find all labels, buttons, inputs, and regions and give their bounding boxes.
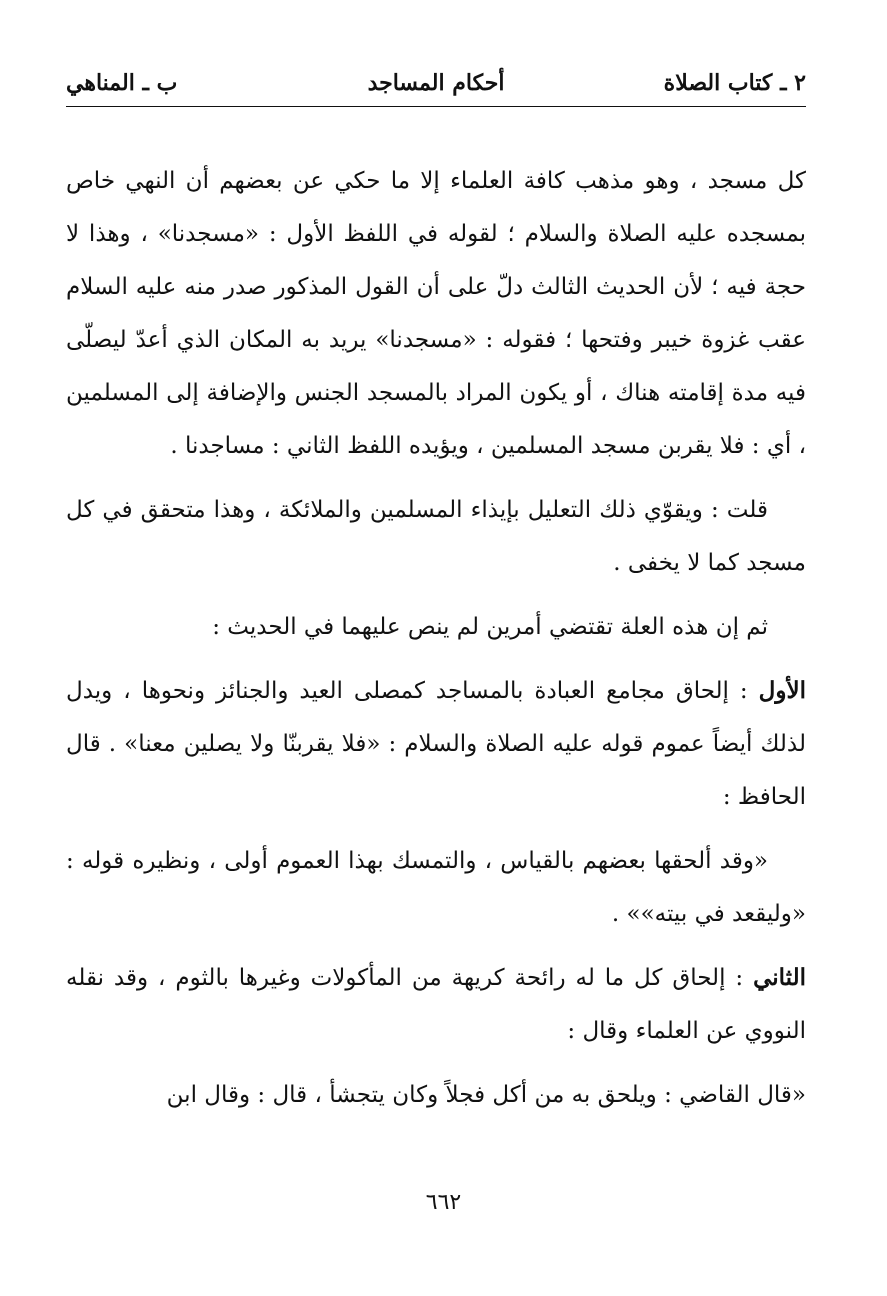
paragraph-text: ثم إن هذه العلة تقتضي أمرين لم ينص عليهما في الحديث : [212,614,768,640]
section-title: أحكام المساجد [367,70,505,96]
quote-paragraph [66,834,806,941]
paragraph [66,664,806,824]
body-text [66,154,806,1132]
paragraph-text: «قال القاضي : ويلحق به من أكل فجلاً وكان يتجشأ ، قال : وقال ابن [166,1082,806,1108]
header-rule [66,106,806,107]
paragraph-text: قلت : ويقوّي ذلك التعليل بإيذاء المسلمين والملائكة ، وهذا متحقق في كل مسجد كما لا يخفى . [66,497,806,576]
paragraph [66,483,806,590]
paragraph-text: : إلحاق مجامع العبادة بالمساجد كمصلى العيد والجنائز ونحوها ، ويدل لذلك أيضاً عموم قوله عليه الصلاة والسلام : «فلا يقربنّا ولا يصلين معنا» . قال الحافظ : [66,678,806,810]
paragraph-text: «وقد ألحقها بعضهم بالقياس ، والتمسك بهذا العموم أولى ، ونظيره قوله : «وليقعد في بيته»» . [66,848,806,927]
chapter-title: ٢ ـ كتاب الصلاة [663,70,806,96]
paragraph-text: كل مسجد ، وهو مذهب كافة العلماء إلا ما حكي عن بعضهم أن النهي خاص بمسجده عليه الصلاة والسلام ؛ لقوله في اللفظ الأول : «مسجدنا» ، وهذا لا حجة فيه ؛ لأن الحديث الثالث دلّ على أن القول المذكور صدر منه عليه السلام عقب غزوة خيبر وفتحها ؛ فقوله : «مسجدنا» يريد به المكان الذي أعدّ ليصلّى فيه مدة إقامته هناك ، أو يكون المراد بالمسجد الجنس والإضافة إلى المسلمين ، أي : فلا يقربن مسجد المسلمين ، ويؤيده اللفظ الثاني : مساجدنا . [66,168,806,459]
paragraph [66,951,806,1058]
subsection-title: ب ـ المناهي [66,70,178,96]
quote-paragraph [66,1068,806,1122]
paragraph [66,154,806,473]
page-number: ٦٦٢ [425,1190,462,1215]
running-header [66,66,806,106]
paragraph [66,600,806,654]
paragraph-lead: الثاني [753,964,806,991]
paragraph-lead: الأول [758,677,806,704]
paragraph-text: : إلحاق كل ما له رائحة كريهة من المأكولات وغيرها بالثوم ، وقد نقله النووي عن العلماء وقال : [66,965,806,1044]
